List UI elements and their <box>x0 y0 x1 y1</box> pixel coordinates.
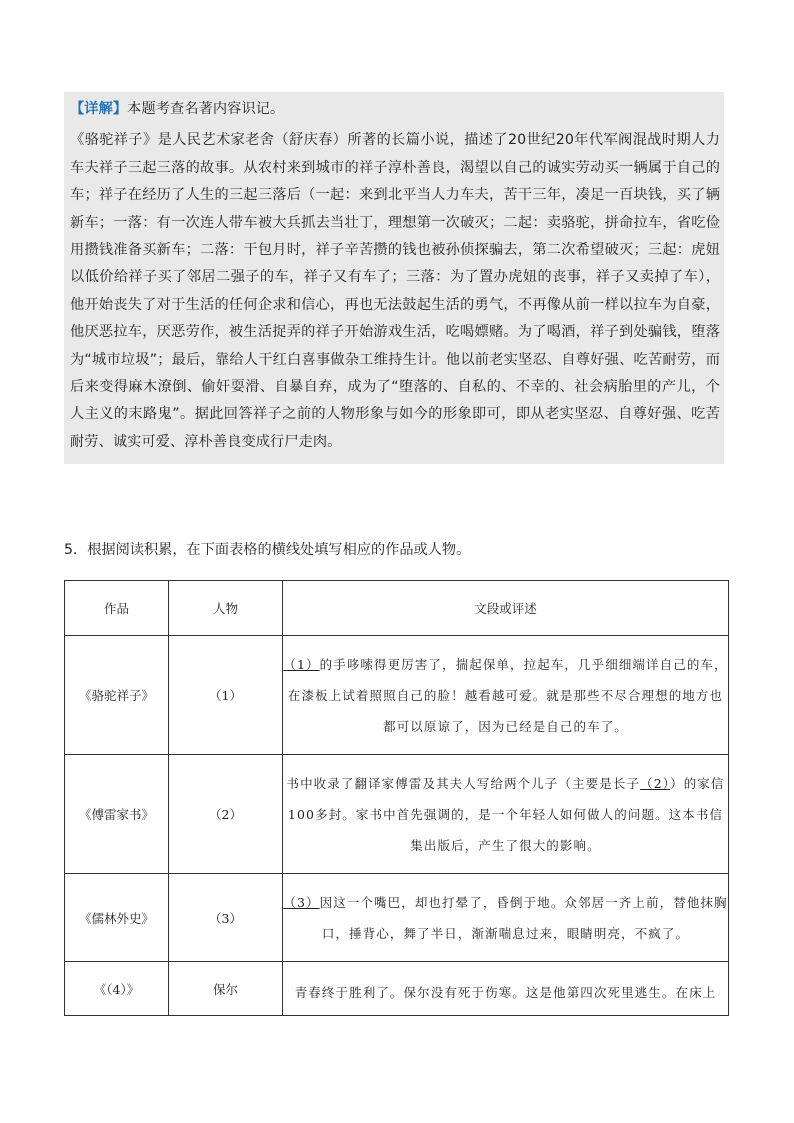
row-person: （2） <box>169 755 283 874</box>
question-5: 5．根据阅读积累，在下面表格的横线处填写相应的作品或人物。 <box>64 542 471 558</box>
table-row <box>65 636 729 755</box>
works-table <box>64 580 729 1016</box>
row-work: 《儒林外史》 <box>65 874 169 962</box>
table-row <box>65 874 729 962</box>
desc-text-pre: 书中收录了翻译家傅雷及其夫人写给两个儿子（主要是长子 <box>286 775 641 791</box>
table-row <box>65 962 729 1016</box>
row-desc: 青春终于胜利了。保尔没有死于伤寒。这是他第四次死里逃生。在床上 <box>283 962 729 1016</box>
row-person: 保尔 <box>169 962 283 1016</box>
header-work: 作品 <box>65 581 169 636</box>
blank-3: （3） <box>283 894 320 910</box>
explanation-label: 【详解】 <box>70 101 128 117</box>
row-work: 《傅雷家书》 <box>65 755 169 874</box>
header-desc: 文段或评述 <box>283 581 729 636</box>
row-work: 《（4）》 <box>65 962 169 1016</box>
table-header-row <box>65 581 729 636</box>
explanation-intro: 本题考查名著内容识记。 <box>127 101 285 117</box>
table-row <box>65 755 729 874</box>
row-work: 《骆驼祥子》 <box>65 636 169 755</box>
explanation-head <box>70 96 720 123</box>
blank-2: （2） <box>640 775 671 791</box>
row-desc <box>283 755 729 874</box>
row-desc <box>283 874 729 962</box>
explanation-box <box>64 92 724 464</box>
blank-1: （1） <box>283 656 320 672</box>
row-person: （3） <box>169 874 283 962</box>
desc-text: 的手哆嗦得更厉害了，揣起保单，拉起车，几乎细细端详自己的车，在漆板上试着照照自己的脸！越看越可爱。就是那些不尽合理想的地方也都可以原谅了，因为已经是自己的车了。 <box>287 656 728 734</box>
desc-text: 因这一个嘴巴，却也打晕了，昏倒于地。众邻居一齐上前，替他抹胸口，捶背心，舞了半日，渐渐喘息过来，眼睛明亮，不疯了。 <box>319 894 728 941</box>
desc-text-post: ）的家信100多封。家书中首先强调的，是一个年轻人如何做人的问题。这本书信集出版后，产生了很大的影响。 <box>287 775 725 853</box>
row-desc <box>283 636 729 755</box>
row-person: （1） <box>169 636 283 755</box>
header-person: 人物 <box>169 581 283 636</box>
explanation-body: 《骆驼祥子》是人民艺术家老舍（舒庆春）所著的长篇小说，描述了20世纪20年代军阀混战时期人力车夫祥子三起三落的故事。从农村来到城市的祥子淳朴善良，渴望以自己的诚实劳动买一辆属于自己的车；祥子在经历了人生的三起三落后（一起：来到北平当人力车夫，苦干三年，凑足一百块钱，买了辆新车；一落：有一次连人带车被大兵抓去当壮丁，理想第一次破灭；二起：卖骆驼，拼命拉车，省吃俭用攒钱准备买新车；二落：干包月时，祥子辛苦攒的钱也被孙侦探骗去，第二次希望破灭；三起：虎妞以低价给祥子买了邻居二强子的车，祥子又有车了；三落：为了置办虎妞的丧事，祥子又卖掉了车），他开始丧失了对于生活的任何企求和信心，再也无法鼓起生活的勇气，不再像从前一样以拉车为自豪，他厌恶拉车，厌恶劳作，被生活捉弄的祥子开始游戏生活，吃喝嫖赌。为了喝酒，祥子到处骗钱，堕落为“城市垃圾”；最后，靠给人干红白喜事做杂工维持生计。他以前老实坚忍、自尊好强、吃苦耐劳，而后来变得麻木潦倒、偷奸耍滑、自暴自弃，成为了“堕落的、自私的、不幸的、社会病胎里的产儿，个人主义的末路鬼”。据此回答祥子之前的人物形象与如今的形象即可，即从老实坚忍、自尊好强、吃苦耐劳、诚实可爱、淳朴善良变成行尸走肉。 <box>70 132 720 450</box>
